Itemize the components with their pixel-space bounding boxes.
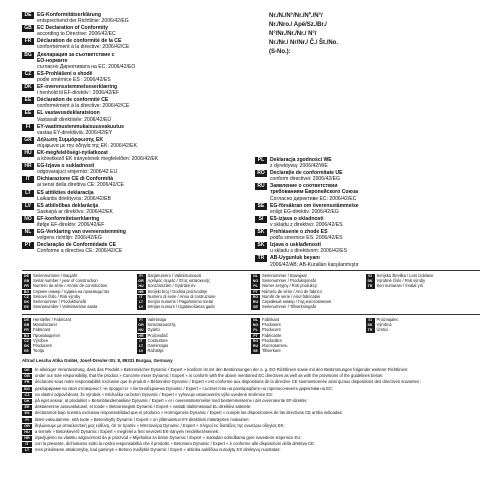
country-code-badge: FR xyxy=(22,380,32,385)
legend-text: Сериен номер / година на производство xyxy=(33,288,110,294)
declaration-entry xyxy=(22,163,247,175)
legend-text: Numero di serie / Anno di costruzione xyxy=(147,293,216,299)
country-code-badge: HU xyxy=(22,150,34,157)
declaration-directive: podľa smernice ES: 2006/42/ES xyxy=(270,235,343,242)
country-code-badge: DE xyxy=(24,318,29,322)
serial-number-label-block xyxy=(269,12,338,57)
declaration-directive: volgens richtlijn: 2006/42/EG xyxy=(37,235,102,242)
serial-number-legend xyxy=(22,274,480,310)
country-code-badge: BG xyxy=(23,289,30,294)
country-code-badge: DE xyxy=(22,368,32,373)
legend-row xyxy=(22,349,480,354)
legend-text: Ražotājs xyxy=(147,348,164,354)
declaration-directive: Conforme a directiva CE: 2006/42/CE xyxy=(37,248,123,255)
country-code-badge: LT xyxy=(137,344,146,349)
legend-text: Serienummer / Tillverkningsår xyxy=(262,304,317,310)
country-code-badge: NL xyxy=(251,274,260,279)
declaration-entry xyxy=(22,110,247,122)
legend-row xyxy=(22,334,480,339)
country-code-badge: EE xyxy=(22,349,31,354)
legend-cell xyxy=(251,349,366,354)
declaration-directive: conformément à la directive: 2006/42/CE xyxy=(37,44,130,51)
country-code-badge: IT xyxy=(22,176,34,183)
declaration-entry xyxy=(22,84,247,96)
declarations-section xyxy=(22,12,480,269)
country-code-badge: PL xyxy=(251,328,260,333)
declaration-directive: a következő EK irányelvnek megfelelően: 2006/42/EK xyxy=(37,156,159,163)
country-code-badge: FI xyxy=(137,274,146,279)
statement-line xyxy=(22,411,480,416)
declaration-page xyxy=(22,12,480,496)
declaration-entry xyxy=(22,150,247,162)
declaration-directive: conform directivei: 2006/42/EG xyxy=(270,176,340,183)
country-code-badge: RO xyxy=(252,294,259,299)
country-code-badge: DE xyxy=(24,274,29,278)
statement-text: deklareerime ainuvastutusel, et toode » Betoonisegisti Dynamic / Expert « vastab ülalnimetatud EL-direktiivi sätetele: xyxy=(35,404,252,410)
country-code-badge: NO xyxy=(252,323,259,328)
statement-text: declaramos bajo nuestra exclusiva responsabilidad que el producto » Hormigonera Dynamic / Expert « cumple las disposiciones de las directivas CE arriba indicadas: xyxy=(35,410,343,416)
country-code-badge: FI xyxy=(22,124,34,131)
statement-line xyxy=(22,387,480,392)
country-code-badge: EE xyxy=(22,305,31,310)
country-code-badge: TR xyxy=(255,255,267,262)
country-code-badge: DK xyxy=(22,399,32,404)
declaration-title: EG-Izjava o sukladnosti xyxy=(37,163,95,170)
divider xyxy=(22,314,480,315)
legend-text: Serial number / year of construction xyxy=(33,278,98,284)
country-code-badge: DK xyxy=(23,299,30,304)
legend-text: Производител xyxy=(33,332,61,338)
legend-text: Изготовитель xyxy=(262,342,288,348)
statement-text: In alleiniger Verantwortung, dass das Produkt » Betonmischer Dynamic / Expert « konform ist mit den Bestimmungen der o. g. EG-Richtlinien sowie mit den Bestimmungen folgender weiterer Richtlinien: xyxy=(35,367,409,372)
country-code-badge: SK xyxy=(367,279,373,284)
country-code-badge: RU xyxy=(255,183,267,190)
legend-text: Producător xyxy=(262,337,283,343)
declaration-title: ES-izjava o skladnosti xyxy=(270,215,324,222)
legend-row xyxy=(22,344,480,349)
declaration-statements xyxy=(22,368,480,455)
legend-row xyxy=(22,290,480,295)
country-code-badge: NL xyxy=(251,318,260,323)
country-code-badge: GB xyxy=(22,25,34,32)
legend-text: Výrobné číslo / Rok výroby xyxy=(376,278,426,284)
legend-text: Gamintojas xyxy=(147,342,169,348)
statement-text: under our sole responsibility, that the product » Concrete mixer Dynamic / Expert « is conform with the above mentioned EC directives as well as with the provisions of the guidelines below: xyxy=(35,373,384,379)
declaration-title: Dichiarazione CE di Conformità xyxy=(37,176,114,183)
country-code-badge: EE xyxy=(22,110,34,117)
declaration-title: Déclaration de conformité CE xyxy=(37,97,109,104)
country-code-badge: LT xyxy=(22,190,34,197)
country-code-badge: ES xyxy=(22,411,32,416)
country-code-badge: RO xyxy=(255,170,267,177)
declaration-directive: according to Directive: 2006/42/EC xyxy=(37,31,116,38)
country-code-badge: RU xyxy=(252,343,259,348)
declaration-title: Δήλωση Συμμόρφωσης ΕΚ xyxy=(37,136,104,143)
legend-text: Valmistaja xyxy=(147,317,167,322)
legend-text: Serienummer / Produksjonsår xyxy=(262,278,317,284)
legend-text: Fabricante xyxy=(262,332,282,338)
declaration-entry xyxy=(255,183,480,201)
country-code-badge: GR xyxy=(22,137,34,144)
declaration-title: Declarație de conformitate UE xyxy=(270,170,343,177)
legend-cell xyxy=(366,344,481,349)
declaration-entry xyxy=(22,52,247,70)
declarations-left-column xyxy=(22,12,247,269)
declaration-entry xyxy=(22,12,247,24)
legend-cell xyxy=(366,305,481,310)
declaration-title: EG-Konformitätserklärung xyxy=(37,12,101,18)
country-code-badge: NL xyxy=(22,229,34,236)
legend-cell xyxy=(137,305,252,310)
legend-cell xyxy=(137,349,252,354)
legend-cell xyxy=(251,305,366,310)
statement-text: déclarons sous notre responsabilité exclusive que le produit » Bétonnière Dynamic / Expert « est conforme aux dispositions de la directive CE susmentionnée ainsi qu'aux dispositions des directives suivantes : xyxy=(35,379,422,385)
legend-text: Seriennummer / Baujahr xyxy=(33,273,78,278)
divider xyxy=(22,270,480,271)
declaration-title: Déclaration de conformité de la CE xyxy=(37,38,122,45)
statement-line xyxy=(22,393,480,398)
declaration-title: Declaração de Conformidade CE xyxy=(37,242,116,249)
country-code-badge: TR xyxy=(366,284,375,289)
legend-cell xyxy=(366,295,481,300)
legend-cell xyxy=(366,328,481,333)
declaration-title: ES-Prohlášení o shodě xyxy=(37,70,93,77)
declaration-entry xyxy=(22,216,247,228)
legend-row xyxy=(22,328,480,333)
legend-text: Manufacturer xyxy=(33,322,58,328)
legend-row xyxy=(22,305,480,310)
declaration-entry xyxy=(22,124,247,136)
declaration-entry xyxy=(22,229,247,241)
legend-text: Număr de serie / Anul fabricației xyxy=(262,293,321,299)
country-code-badge: FI xyxy=(137,318,146,323)
legend-text: Tillverkare xyxy=(262,348,281,354)
declaration-directive: 2006/42/AB: AB-Kuralları karşılanmıştır xyxy=(270,261,359,268)
declaration-entry xyxy=(255,229,480,241)
legend-text: Αριθμός σειράς / Έτος κατασκευής xyxy=(147,278,211,284)
country-code-badge: HR xyxy=(22,436,32,441)
legend-text: Numéro de série / Année de construction xyxy=(33,283,108,289)
legend-cell xyxy=(366,290,481,295)
country-code-badge: HR xyxy=(22,163,34,170)
declaration-entry xyxy=(22,38,247,50)
country-code-badge: GB xyxy=(23,323,30,328)
legend-text: Fabricant xyxy=(33,327,51,333)
declaration-entry xyxy=(255,170,480,182)
declaration-directive: Vastavalt direktiivile: 2006/42/EÜ xyxy=(37,116,112,123)
serial-number-label-line: Nr./N./N°/Nr./Nº./N°/ xyxy=(269,13,323,19)
legend-text: Producent xyxy=(262,327,281,333)
country-code-badge: BG xyxy=(23,333,30,338)
country-code-badge: GB xyxy=(23,279,30,284)
country-code-badge: HR xyxy=(138,289,144,294)
country-code-badge: CZ xyxy=(22,339,31,344)
legend-text: Costruttore xyxy=(147,337,168,343)
legend-text: Hersteller / Fabricant xyxy=(33,317,71,322)
declaration-entry xyxy=(22,242,247,254)
declaration-title: EG-försäkran om överensstämmelse xyxy=(270,202,359,209)
country-code-badge: LV xyxy=(137,349,146,354)
country-code-badge: RO xyxy=(252,338,259,343)
declaration-directive: Laikantis direktyvos: 2006/42/EB xyxy=(37,195,111,202)
declaration-directive: z dyrektywą: 2006/42/WE xyxy=(270,163,328,170)
country-code-badge: DK xyxy=(22,84,34,91)
legend-cell xyxy=(366,334,481,339)
country-code-badge: FR xyxy=(22,38,34,45)
country-code-badge: LV xyxy=(22,203,34,210)
country-code-badge: PT xyxy=(251,290,260,295)
country-code-badge: GR xyxy=(22,424,32,429)
legend-text: Výrobca xyxy=(376,322,392,328)
declaration-entry xyxy=(22,137,247,149)
country-code-badge: GR xyxy=(138,323,144,328)
legend-cell xyxy=(22,305,137,310)
legend-text: Numer seryjny / Rok produkcji xyxy=(262,283,317,289)
declaration-directive: Saskaņā ar direktīvu: 2006/42/EK xyxy=(37,208,113,215)
declaration-directive: enligt EG-direktiv: 2006/42/EG xyxy=(270,208,339,215)
legend-cell xyxy=(366,284,481,289)
statement-text: a termék » Betonkeverő Dynamic / Expert « megfelel a fent nevezett EK-irányelv rendelkezéseinek: xyxy=(35,428,220,434)
declaration-entry xyxy=(22,190,247,202)
declaration-title: EF-overensstemmelseserklæring xyxy=(37,84,118,91)
legend-text: Seerianumber / Valmistamise aasta xyxy=(33,304,98,310)
country-code-badge: HR xyxy=(138,333,144,338)
country-code-badge: EE xyxy=(22,405,32,410)
declaration-directive: podle směrnice ES : 2006/42/ES xyxy=(37,76,111,83)
declaration-directive: vastaa EY-direktiiviä: 2006/42/EY xyxy=(37,129,113,136)
declaration-title: EG-Verklaring van overeenstemming xyxy=(37,229,126,236)
legend-text: Proizvođač xyxy=(147,332,168,338)
country-code-badge: DK xyxy=(23,343,30,348)
statement-line xyxy=(22,424,480,429)
manufacturer-legend xyxy=(22,318,480,354)
declaration-entry xyxy=(22,176,247,188)
country-code-badge: PT xyxy=(22,242,34,249)
declaration-entry xyxy=(22,71,247,83)
declaration-title: EL vastavusdeklaratsioon xyxy=(37,110,100,117)
declaration-title: ES atitikties deklaracija xyxy=(37,189,94,196)
declaration-title: Заявление о соответствии требованиям Европейского Союза xyxy=(270,183,359,196)
legend-text: Výrobce xyxy=(33,337,49,343)
declaration-directive: odgovarajući smjernici: 2006/42 EU xyxy=(37,169,118,176)
country-code-badge: CZ xyxy=(22,295,31,300)
country-code-badge: LT xyxy=(22,448,32,453)
country-code-badge: DE xyxy=(22,12,34,19)
country-code-badge: HU xyxy=(138,284,144,289)
country-code-badge: NO xyxy=(22,216,34,223)
legend-text: Sērijas numurs / Izgatavošanas gads xyxy=(147,304,215,310)
declaration-entry xyxy=(255,242,480,254)
serial-number-label-line: Nr./Nro./ Apё/Sz./Br./ xyxy=(269,22,327,28)
declaration-title: AB-Uygunluk beyanı xyxy=(270,255,320,262)
declaration-directive: съгласно Директивата на ЕС: 2006/42/EO xyxy=(37,63,136,70)
declaration-entry xyxy=(22,203,247,215)
country-code-badge: SI xyxy=(255,216,267,223)
legend-row xyxy=(22,318,480,323)
country-code-badge: LT xyxy=(137,300,146,305)
statement-text: na vlastní odpovědnost, že výrobek » Míchačka na beton Dynamic / Expert « vyhovuje ustanovením výše uvedené směrnice ES: xyxy=(35,391,274,397)
legend-text: Sorozatszám / Gyártási év xyxy=(147,283,196,289)
legend-cell xyxy=(366,349,481,354)
country-code-badge: BG xyxy=(22,52,34,59)
serial-number-label-line: Nr./Nr./ Nr/Nr./ Č./ Št./No. xyxy=(269,40,339,46)
legend-row xyxy=(22,323,480,328)
country-code-badge: FR xyxy=(22,328,31,333)
declaration-entry xyxy=(255,255,480,267)
declaration-entry xyxy=(22,25,247,37)
declaration-directive: i henhold til EF-direktiv : 2006/42/EF xyxy=(37,90,120,97)
declaration-directive: u skladu s direktivom: 2006/42/ES xyxy=(270,248,348,255)
country-code-badge: IT xyxy=(137,295,146,300)
statement-text: mes prisiimame atsakomybę, kad gaminys » Betono maišyklė Dynamic / Expert « atitinka aukščiau nurodytų ES direktyvų nuostatas: xyxy=(35,447,281,453)
legend-text: Κατασκευαστής xyxy=(147,322,176,328)
legend-text: Serienummer / Produktionsår xyxy=(33,298,87,304)
statement-text: δηλώνουμε με αποκλειστική μας ευθύνη, ότι το προϊόν » Μπετονιέρα Dynamic / Expert « πληροί τις διατάξεις της ανωτέρω οδηγίας ΕΚ: xyxy=(35,422,285,428)
declaration-entry xyxy=(255,157,480,169)
legend-cell xyxy=(366,300,481,305)
statement-text: con la presente, dichiariamo sotto la nostra responsabilità che il prodotto » Betoniera Dynamic / Expert « è conforme alle disposizioni della direttiva CE: xyxy=(35,441,316,447)
declaration-title: ES atbilstības deklarācija xyxy=(37,202,99,209)
country-code-badge: SE xyxy=(251,305,260,310)
declaration-entry xyxy=(255,216,480,228)
declaration-title: EC Declaration of Conformity xyxy=(37,25,109,32)
declaration-title: Декларация за съответствие с ЕО-нормите xyxy=(37,51,115,64)
country-code-badge: LV xyxy=(137,305,146,310)
legend-text: Серийный номер / Год изготовления xyxy=(262,298,332,304)
country-code-badge: SE xyxy=(255,203,267,210)
country-code-badge: NO xyxy=(252,279,259,284)
country-code-badge: EE xyxy=(22,97,34,104)
declaration-entry xyxy=(22,97,247,109)
country-code-badge: SK xyxy=(255,242,267,249)
declaration-directive: conformément à la directive: 2006/42/CE xyxy=(37,103,130,110)
statement-line xyxy=(22,448,480,453)
declaration-entry xyxy=(255,203,480,215)
country-code-badge: PL xyxy=(251,284,260,289)
serial-number-label-line: (S-No.): xyxy=(269,49,291,55)
country-code-badge: SK xyxy=(255,229,267,236)
country-code-badge: IT xyxy=(137,339,146,344)
declaration-title: Prehlásenie o zhode ES xyxy=(270,229,328,236)
serial-number-label-line: N°/Nr./Nr./Nr./ N°/ xyxy=(269,31,317,37)
legend-row xyxy=(22,339,480,344)
legend-text: Gyártó xyxy=(147,327,160,333)
legend-text: Sarjanumero / Valmistusvuosi xyxy=(147,273,202,278)
country-code-badge: SI xyxy=(366,318,375,323)
country-code-badge: PT xyxy=(251,334,260,339)
country-code-badge: TR xyxy=(366,328,375,333)
manufacturer-address: Altrad Lescha Atika GmbH, Josef-Drexler-Str. 8, 89331 Burgau, Germany xyxy=(22,358,173,363)
declaration-directive: entsprechend der Richtlinie: 2006/42/EG xyxy=(37,18,129,25)
statement-text: på eget ansvar, at produktet » Betonblandemaskine Dynamic / Expert « er i overensstemmelse med bestemmelserne i det ovennævnte EF-direktiv: xyxy=(35,397,308,403)
legend-text: Sériové číslo / Rok výroby xyxy=(33,293,81,299)
legend-cell xyxy=(366,339,481,344)
legend-text: Seri numarası / İmalat yılı xyxy=(376,283,423,289)
country-code-badge: FI xyxy=(22,418,32,423)
declaration-directive: Согласно директиве ЕС: 2006/42/EC xyxy=(270,195,357,202)
declaration-directive: ifølge EF-direktiv: 2006/42/EF xyxy=(37,222,105,228)
country-code-badge: HU xyxy=(138,328,144,333)
country-code-badge: SK xyxy=(367,323,373,328)
legend-text: Serijos numeris / Pagaminimo metai xyxy=(147,298,214,304)
country-code-badge: IT xyxy=(22,442,32,447)
legend-text: Tootja xyxy=(33,348,44,354)
country-code-badge: GR xyxy=(138,279,144,284)
country-code-badge: SI xyxy=(366,274,375,279)
legend-text: Serienummer / Bouwjaar xyxy=(262,273,308,278)
statement-text: izjavljujemo na vlastitu odgovornost da je proizvod » Miješalica za beton Dynamic / Expert « sukladan odredbama gore navedene smjernice EU: xyxy=(35,435,302,441)
country-code-badge: FR xyxy=(22,284,31,289)
legend-text: Proizvajalec xyxy=(376,317,399,322)
statement-text: декларираме на своя отговорност, че продуктът » Бетонобъркачка Dynamic / Expert « съответства на разпоредбите на горепосочените директиви на ЕС: xyxy=(35,385,334,391)
country-code-badge: GB xyxy=(22,374,32,379)
declaration-directive: σύμφωνα με την οδηγία της ΕΚ: 2006/42/ΕΚ xyxy=(37,142,137,149)
country-code-badge: SE xyxy=(251,349,260,354)
legend-text: Serijska številka / Leto izdelave xyxy=(376,273,434,278)
declaration-title: Deklaracja zgodności WE xyxy=(270,157,332,163)
declaration-title: EK-megfelelőségi-nyilatkozat xyxy=(37,149,108,156)
legend-text: Produsent xyxy=(262,322,281,328)
statement-line xyxy=(22,380,480,385)
legend-row xyxy=(22,295,480,300)
legend-text: Serijski broj / Godina proizvodnje xyxy=(147,288,208,294)
country-code-badge: CZ xyxy=(22,71,34,78)
declaration-title: EY-vaatimustenmukaisuusvakuutus xyxy=(37,123,124,130)
declaration-directive: v skladu z direktivo: 2006/42/ES xyxy=(270,221,343,228)
country-code-badge: HU xyxy=(22,430,32,435)
legend-text: Número de série / Ano de fabrico xyxy=(262,288,322,294)
legend-text: Fabrikant xyxy=(262,317,280,322)
declaration-title: Izjava o usklađenosti xyxy=(270,242,321,249)
statement-text: täten vakuutamme, että tuote » Betonimylly Dynamic / Expert « on yllämainitun EY-direktiivin määräysten mukainen: xyxy=(35,416,250,422)
statement-line xyxy=(22,418,480,423)
country-code-badge: PL xyxy=(255,157,267,164)
declaration-directive: ai sensi della direttiva CE: 2006/42/CE xyxy=(37,182,124,189)
country-code-badge: BG xyxy=(22,387,32,392)
country-code-badge: RU xyxy=(252,299,259,304)
legend-text: Üretici xyxy=(376,327,389,333)
legend-text: Producent xyxy=(33,342,52,348)
legend-cell xyxy=(22,349,137,354)
declaration-title: EF-konformitetserklæring xyxy=(37,215,100,222)
country-code-badge: CZ xyxy=(22,393,32,398)
